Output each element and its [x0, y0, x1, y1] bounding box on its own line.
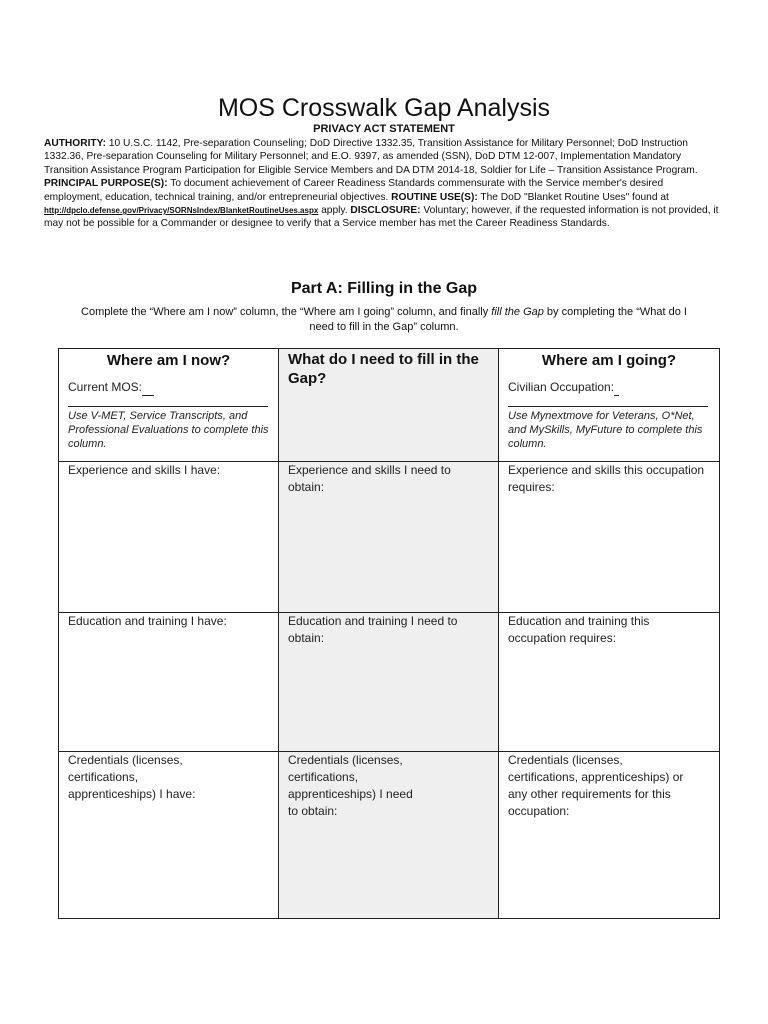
credentials-have-cell[interactable]: Credentials (licenses, certifications, apprenticeships) I have:	[59, 752, 279, 919]
instructions-text-2: by completing the “What do I need to fill in the Gap” column.	[309, 306, 687, 333]
table-row	[59, 752, 720, 919]
where-am-i-going-header-cell	[499, 349, 720, 462]
part-a-instructions	[70, 305, 698, 335]
civilian-occupation-line	[508, 396, 708, 407]
where-am-i-now-header-cell	[59, 349, 279, 462]
credentials-need-cell[interactable]: Credentials (licenses, certifications, apprenticeships) I need to obtain:	[279, 752, 499, 919]
instructions-italic: fill the Gap	[491, 306, 544, 318]
current-mos-label: Current MOS:	[68, 380, 143, 394]
authority-text: 10 U.S.C. 1142, Pre-separation Counseling; DoD Directive 1332.35, Transition Assistance for Military Personnel; DoD Instruction 1332.36, Pre-separation Counseling for Military Personnel; and E.O. 9397, as amended (SSN), DoD DTM 12-007, Implementation Mandatory Transition Assistance Program Participation for Eligible Service Members and DA DTM 2014-18, Soldier for Life – Transition Assistance Program.	[44, 138, 698, 176]
table-row	[59, 462, 720, 613]
where-am-i-going-heading: Where am I going?	[541, 352, 677, 369]
education-need-cell[interactable]: Education and training I need to obtain:	[279, 613, 499, 752]
blanket-routine-uses-link[interactable]: http://dpclo.defense.gov/Privacy/SORNsIndex/BlanketRoutineUses.aspx	[44, 206, 319, 216]
going-column-note: Use Mynextmove for Veterans, O*Net, and MySkills, MyFuture to complete this column.	[508, 410, 703, 450]
disclosure-label: DISCLOSURE:	[350, 205, 421, 217]
civilian-occupation-field[interactable]	[508, 379, 710, 396]
education-have-cell[interactable]: Education and training I have:	[59, 613, 279, 752]
education-requires-cell[interactable]: Education and training this occupation requires:	[499, 613, 720, 752]
gap-analysis-table	[58, 348, 720, 919]
fill-the-gap-header-cell	[279, 349, 499, 462]
experience-have-cell[interactable]: Experience and skills I have:	[59, 462, 279, 613]
authority-label: AUTHORITY:	[44, 138, 107, 149]
current-mos-field[interactable]	[68, 379, 269, 396]
principal-purpose-label: PRINCIPAL PURPOSE(S):	[44, 178, 168, 190]
table-header-row	[59, 349, 720, 462]
part-a-title: Part A: Filling in the Gap	[290, 280, 478, 297]
disclosure-text: Voluntary; however, if the requested information is not provided, it may not be possible for a Commander or designee to verify that a Service member has met the Career Readiness Standards.	[44, 205, 719, 230]
table-row	[59, 613, 720, 752]
document-title: MOS Crosswalk Gap Analysis	[217, 94, 551, 122]
privacy-act-heading: PRIVACY ACT STATEMENT	[313, 123, 455, 135]
fill-the-gap-heading: What do I need to fill in the Gap?	[288, 351, 479, 387]
now-column-note: Use V-MET, Service Transcripts, and Professional Evaluations to complete this column.	[68, 410, 269, 450]
civilian-occupation-label: Civilian Occupation:	[508, 380, 615, 394]
instructions-text-1: Complete the “Where am I now” column, the “Where am I going” column, and finally	[81, 306, 492, 318]
apply-text: apply.	[318, 205, 351, 217]
experience-requires-cell[interactable]: Experience and skills this occupation requires:	[499, 462, 720, 613]
principal-purpose-text: To document achievement of Career Readiness Standards commensurate with the Service member's desired employment, education, technical training, and/or entrepreneurial objectives.	[44, 178, 664, 203]
routine-use-label: ROUTINE USE(S):	[391, 191, 478, 203]
where-am-i-now-heading: Where am I now?	[106, 352, 231, 369]
current-mos-line	[68, 396, 268, 407]
experience-need-cell[interactable]: Experience and skills I need to obtain:	[279, 462, 499, 613]
credentials-requires-cell[interactable]: Credentials (licenses, certifications, apprenticeships) or any other requirements for this occupation:	[499, 752, 720, 919]
routine-use-text: The DoD "Blanket Routine Uses" found at	[477, 191, 669, 203]
privacy-act-statement	[44, 137, 724, 231]
